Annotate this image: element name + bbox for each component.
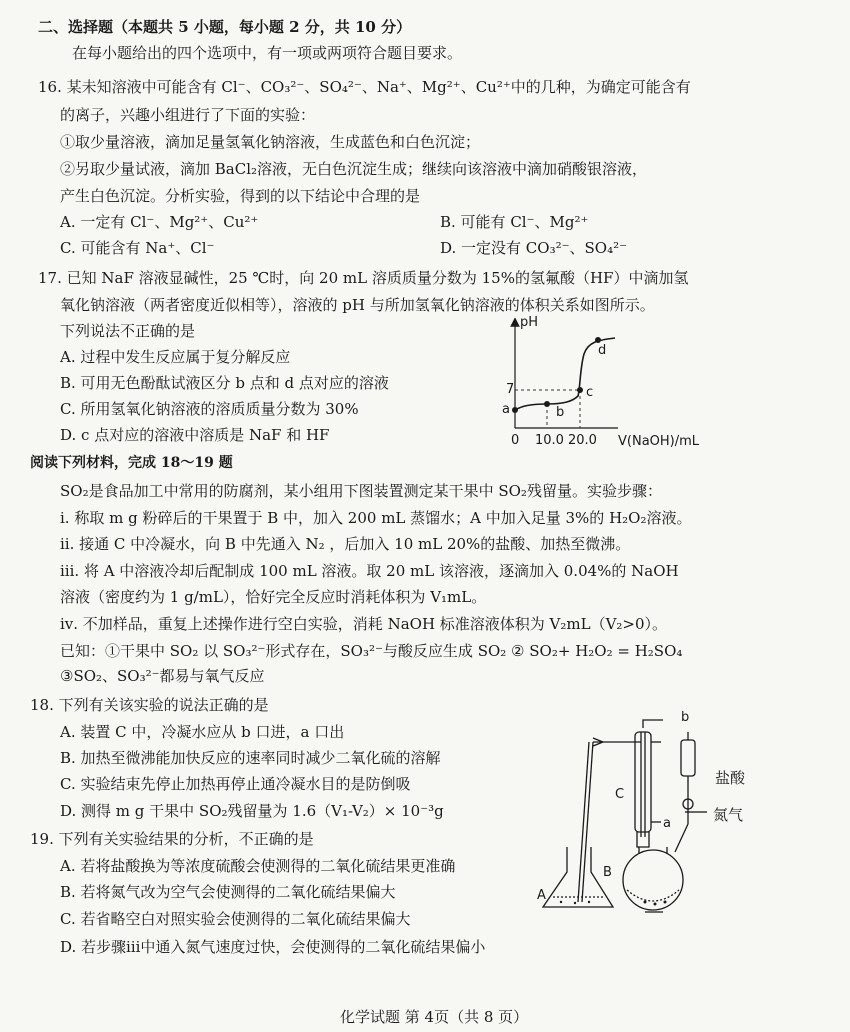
page-footer: 化学试题 第 4页（共 8 页） [340,1008,529,1026]
graph-label-a: a [502,402,510,417]
q19-option-b: B. 若将氮气改为空气会使测得的二氧化硫结果偏大 [60,883,396,901]
q18-option-a: A. 装置 C 中，冷凝水应从 b 口进，a 口出 [60,723,345,741]
section-instruction: 在每小题给出的四个选项中，有一项或两项符合题目要求。 [72,44,463,62]
label-c: C [615,787,625,802]
q17-option-c: C. 所用氢氧化钠溶液的溶质质量分数为 30% [60,400,359,418]
q16-step2-line2: 产生白色沉淀。分析实验，得到的以下结论中合理的是 [60,187,421,205]
q18-option-d: D. 测得 m g 干果中 SO₂残留量为 1.6（V₁-V₂）× 10⁻³g [60,802,444,820]
point-c [577,387,583,393]
q16-stem-line1: 16. 某未知溶液中可能含有 Cl⁻、CO₃²⁻、SO₄²⁻、Na⁺、Mg²⁺、Cu²⁺中的几种，为确定可能含有 [38,78,691,96]
q16-step2-line1: ②另取少量试液，滴加 BaCl₂溶液，无白色沉淀生成；继续向该溶液中滴加硝酸银溶液， [60,160,648,178]
q17-stem-line2: 氧化钠溶液（两者密度近似相等），溶液的 pH 与所加氢氧化钠溶液的体积关系如图所示。 [60,296,655,314]
reading-known-line1: 已知：①干果中 SO₂ 以 SO₃²⁻形式存在，SO₃²⁻与酸反应生成 SO₂ ② SO₂+ H₂O₂ = H₂SO₄ [60,642,683,660]
graph-label-b: b [556,405,565,420]
ph-titration-graph [500,315,710,453]
q17-stem-line3: 下列说法不正确的是 [60,322,196,340]
q19-option-a: A. 若将盐酸换为等浓度硫酸会使测得的二氧化硫结果更准确 [60,857,456,875]
q16-step1: ①取少量溶液，滴加足量氢氧化钠溶液，生成蓝色和白色沉淀； [60,133,481,151]
q17-option-b: B. 可用无色酚酞试液区分 b 点和 d 点对应的溶液 [60,374,389,392]
label-flask-a: A [537,888,546,903]
q16-option-d: D. 一定没有 CO₃²⁻、SO₄²⁻ [440,239,628,257]
graph-x20: 20.0 [568,433,597,448]
label-b: b [681,710,690,725]
label-hcl: 盐酸 [715,769,746,787]
reading-step-4: ⅳ. 不加样品，重复上述操作进行空白实验，消耗 NaOH 标准溶液体积为 V₂mL（V₂>0）。 [60,615,668,633]
graph-label-d: d [598,343,607,358]
q16-option-c: C. 可能含有 Na⁺、Cl⁻ [60,239,215,257]
condenser-top-tube [643,720,663,728]
apparatus-diagram [535,712,775,917]
q19-stem: 19. 下列有关实验结果的分析，不正确的是 [30,830,314,848]
graph-origin: 0 [511,433,520,448]
q17-option-d: D. c 点对应的溶液中溶质是 NaF 和 HF [60,426,330,444]
q17-stem-line1: 17. 已知 NaF 溶液显碱性，25 ℃时，向 20 mL 溶质质量分数为 15%的氢氟酸（HF）中滴加氢 [38,269,689,287]
reading-step-2: ⅱ. 接通 C 中冷凝水，向 B 中先通入 N₂ ，后加入 10 mL 20%的盐酸、加热至微沸。 [60,535,631,553]
q19-option-d: D. 若步骤ⅲ中通入氮气速度过快，会使测得的二氧化硫结果偏小 [60,938,486,956]
reading-step-1: ⅰ. 称取 m g 粉碎后的干果置于 B 中，加入 200 mL 蒸馏水；A 中加入足量 3%的 H₂O₂溶液。 [60,509,692,527]
q16-stem-line2: 的离子，兴趣小组进行了下面的实验： [60,106,316,124]
condenser-outer [635,732,651,832]
q19-option-c: C. 若省略空白对照实验会使测得的二氧化硫结果偏大 [60,910,411,928]
reading-title: 阅读下列材料，完成 18～19 题 [30,455,233,471]
q16-option-b: B. 可能有 Cl⁻、Mg²⁺ [440,213,589,231]
graph-x10: 10.0 [535,433,564,448]
reading-intro: SO₂是食品加工中常用的防腐剂，某小组用下图装置测定某干果中 SO₂残留量。实验步骤： [60,482,662,500]
label-a: a [663,816,671,831]
point-b [544,401,550,407]
graph-ylabel: pH [520,315,539,330]
q18-option-b: B. 加热至微沸能加快反应的速率同时减少二氧化硫的溶解 [60,749,441,767]
reading-known-line2: ③SO₂、SO₃²⁻都易与氧气反应 [60,667,265,685]
section-heading: 二、选择题（本题共 5 小题，每小题 2 分，共 10 分） [38,18,412,36]
dropping-funnel [681,740,695,776]
q18-option-c: C. 实验结束先停止加热再停止通冷凝水目的是防倒吸 [60,775,411,793]
label-nitrogen: 氮气 [713,806,744,824]
q16-option-a: A. 一定有 Cl⁻、Mg²⁺、Cu²⁺ [60,213,259,231]
reading-step-3-line1: ⅲ. 将 A 中溶液冷却后配制成 100 mL 溶液。取 20 mL 该溶液，逐滴加入 0.04%的 NaOH [60,562,679,580]
graph-xlabel: V(NaOH)/mL [618,434,700,449]
q17-option-a: A. 过程中发生反应属于复分解反应 [60,348,291,366]
graph-y7: 7 [506,382,515,397]
label-flask-b: B [603,865,612,880]
reading-step-3-line2: 溶液（密度约为 1 g/mL），恰好完全反应时消耗体积为 V₁mL。 [60,588,487,606]
graph-label-c: c [586,385,594,400]
point-a [512,407,518,413]
q18-stem: 18. 下列有关该实验的说法正确的是 [30,696,269,714]
